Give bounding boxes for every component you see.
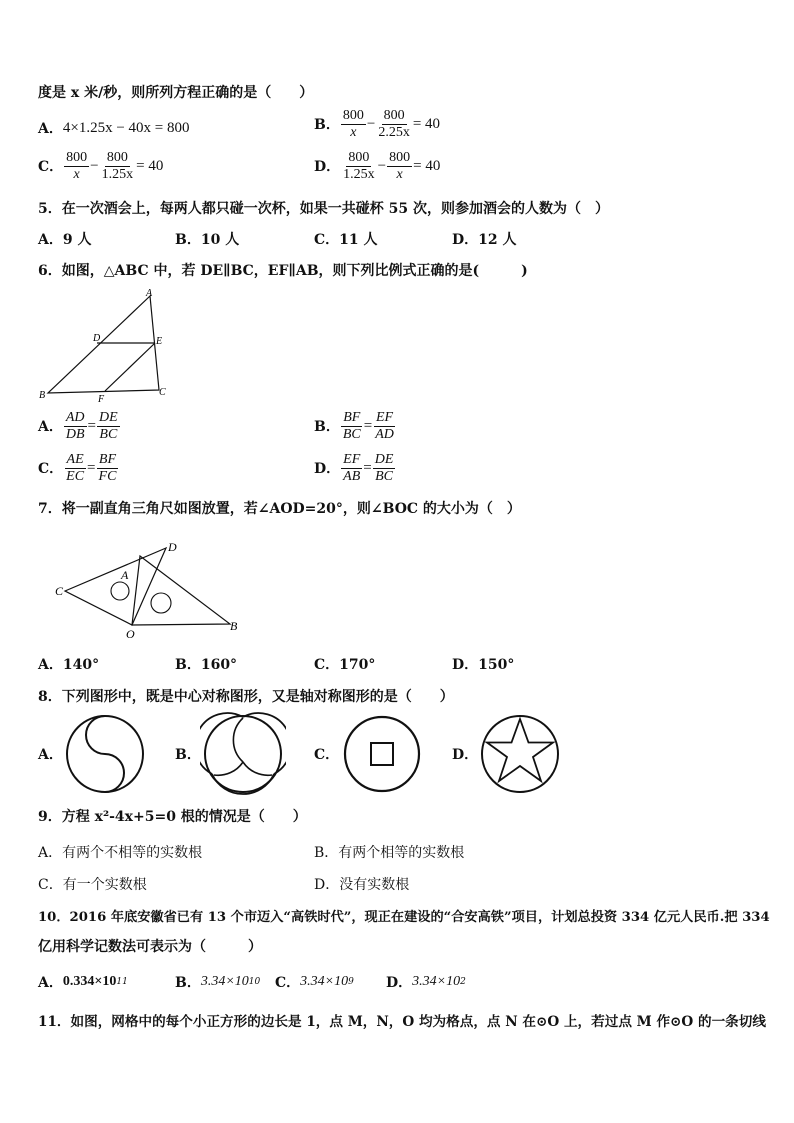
q9-option-a[interactable]: A．有两个不相等的实数根: [38, 845, 203, 861]
q5-option-a[interactable]: A．9 人: [38, 232, 92, 248]
q9-option-b[interactable]: B．有两个相等的实数根: [314, 845, 465, 861]
q5-stem: 5．在一次酒会上，每两人都只碰一次杯，如果一共碰杯 55 次，则参加酒会的人数为（ ）: [38, 201, 609, 217]
q7-option-a[interactable]: A．140°: [38, 657, 100, 673]
q8-three-arcs-figure: [200, 712, 286, 796]
option-letter: C．: [38, 159, 64, 176]
q8-option-c[interactable]: C．: [314, 747, 340, 763]
q6-stem: 6．如图，△ABC 中，若 DE∥BC，EF∥AB，则下列比例式正确的是( ): [38, 263, 528, 279]
q7-option-d[interactable]: D．150°: [452, 657, 515, 673]
label-c: C: [55, 584, 64, 598]
option-letter: B．: [314, 117, 340, 134]
q4-option-c[interactable]: C． $\frac{800}{x}$ − $\frac{800}{1.25x}$ = 40: [38, 150, 164, 182]
option-letter: C．: [38, 461, 64, 478]
q6-option-b[interactable]: B． $\frac{BF}{BC}$ = $\frac{EF}{AD}$: [314, 410, 394, 442]
q4-option-d[interactable]: D． $\frac{800}{1.25x}$ − $\frac{800}{x}$ = 40: [314, 150, 441, 182]
q8-coin-figure: [340, 712, 424, 796]
q10-option-d[interactable]: D． 3.34×10 2: [386, 974, 466, 991]
label-b: B: [230, 619, 238, 633]
q10-stem-line-1: 10．2016 年底安徽省已有 13 个市迈入“高铁时代”，现正在建设的“合安高铁”项目，计划总投资 334 亿元人民币.把 334: [38, 910, 770, 925]
fraction: $\frac{800}{x}$: [342, 108, 364, 140]
fraction: $\frac{800}{x}$: [389, 150, 411, 182]
q9-stem: 9．方程 x²-4x+5=0 根的情况是（ ）: [38, 809, 307, 825]
q8-stem: 8．下列图形中，既是中心对称图形，又是轴对称图形的是（ ）: [38, 689, 454, 705]
q9-option-c[interactable]: C．有一个实数根: [38, 877, 147, 893]
option-letter: D．: [314, 461, 341, 478]
q5-option-d[interactable]: D．12 人: [452, 232, 517, 248]
q10-stem-line-2: 亿用科学记数法可表示为（ ）: [38, 939, 262, 955]
label-c: C: [159, 387, 166, 398]
q4-stem: 度是 x 米/秒，则所列方程正确的是（ ）: [38, 85, 314, 101]
q6-triangle-figure: [38, 286, 178, 402]
option-letter: A．: [38, 121, 63, 137]
q5-option-c[interactable]: C．11 人: [314, 232, 378, 248]
q6-option-d[interactable]: D． $\frac{EF}{AB}$ = $\frac{DE}{BC}$: [314, 452, 394, 484]
q4-option-b[interactable]: B． $\frac{800}{x}$ − $\frac{800}{2.25x}$ = 40: [314, 108, 441, 140]
q6-option-c[interactable]: C． $\frac{AE}{EC}$ = $\frac{BF}{FC}$: [38, 452, 117, 484]
label-e: E: [156, 336, 163, 347]
q8-yin-yang-figure: [63, 712, 147, 796]
q8-option-d[interactable]: D．: [452, 747, 479, 763]
q11-stem: 11．如图，网格中的每个小正方形的边长是 1，点 M，N，O 均为格点，点 N 在⊙O 上，若过点 M 作⊙O 的一条切线: [38, 1014, 766, 1030]
q7-option-b[interactable]: B．160°: [175, 657, 238, 673]
q10-option-c[interactable]: C． 3.34×10 9: [275, 974, 354, 991]
q7-set-squares-figure: [50, 536, 250, 644]
q7-stem: 7．将一副直角三角尺如图放置，若∠AOD=20°，则∠BOC 的大小为（ ）: [38, 501, 521, 517]
q6-option-a[interactable]: A． $\frac{AD}{DB}$ = $\frac{DE}{BC}$: [38, 410, 118, 442]
label-f: F: [98, 394, 105, 402]
q8-star-figure: [478, 712, 562, 796]
fraction: $\frac{800}{x}$: [66, 150, 88, 182]
label-o: O: [126, 627, 135, 641]
q8-option-a[interactable]: A．: [38, 747, 63, 763]
option-letter: B．: [314, 419, 340, 436]
q8-option-b[interactable]: B．: [175, 747, 201, 763]
label-d: D: [168, 540, 177, 554]
q9-option-d[interactable]: D．没有实数根: [314, 877, 410, 893]
option-letter: A．: [38, 419, 63, 436]
option-expr: 4×1.25x − 40x = 800: [62, 119, 190, 136]
label-b: B: [39, 390, 46, 401]
option-letter: D．: [314, 159, 341, 176]
q10-option-a[interactable]: A． 0.334×10 11: [38, 974, 128, 991]
fraction: $\frac{800}{1.25x}$: [343, 150, 375, 182]
label-a: A: [121, 568, 129, 582]
fraction: $\frac{800}{1.25x}$: [101, 150, 134, 182]
q5-option-b[interactable]: B．10 人: [175, 232, 240, 248]
q7-option-c[interactable]: C．170°: [314, 657, 376, 673]
label-d: D: [93, 333, 101, 344]
fraction: $\frac{800}{2.25x}$: [378, 108, 410, 140]
q4-option-a[interactable]: [38, 118, 190, 138]
label-a: A: [146, 288, 153, 299]
q10-option-b[interactable]: B． 3.34×10 10: [175, 974, 261, 991]
